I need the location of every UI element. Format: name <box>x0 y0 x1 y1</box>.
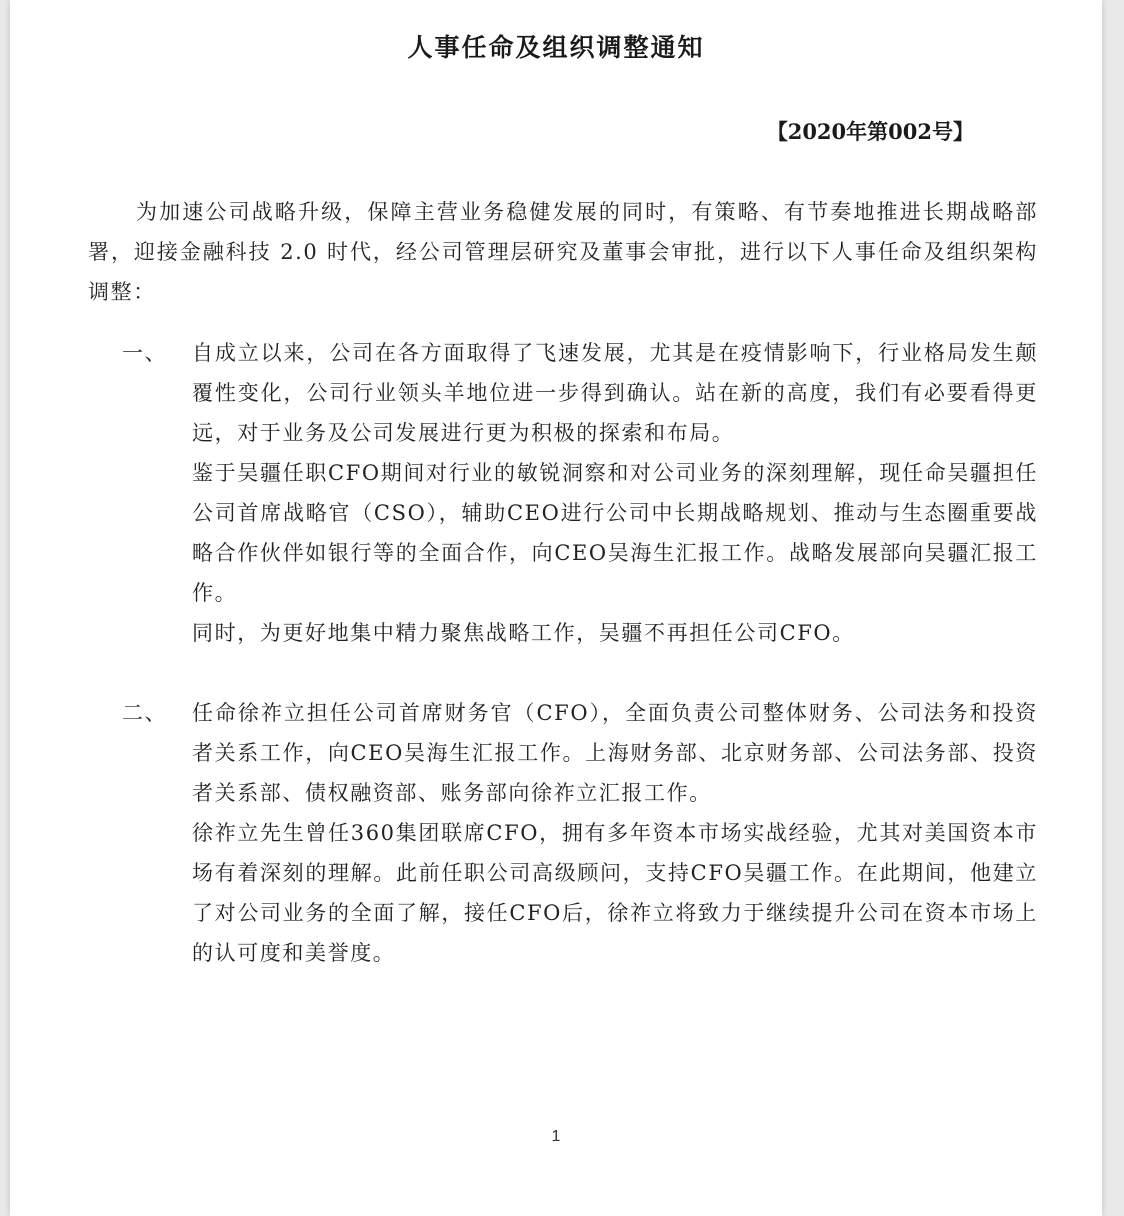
document-number: 【2020年第002号】 <box>766 119 974 144</box>
section-two-marker: 二、 <box>122 701 168 725</box>
section-one-paragraph: 自成立以来，公司在各方面取得了飞速发展，尤其是在疫情影响下，行业格局发生颠覆性变化，公司行业领头羊地位进一步得到确认。站在新的高度，我们有必要看得更远，对于业务及公司发展进行更为积极的探索和布局。 <box>192 341 1038 445</box>
section-one-marker: 一、 <box>122 341 168 365</box>
document-page <box>10 0 1102 1216</box>
section-two-paragraph: 徐祚立先生曾任360集团联席CFO，拥有多年资本市场实战经验，尤其对美国资本市场有着深刻的理解。此前任职公司高级顾问，支持CFO吴疆工作。在此期间，他建立了对公司业务的全面了解，接任CFO后，徐祚立将致力于继续提升公司在资本市场上的认可度和美誉度。 <box>192 821 1038 965</box>
page-number: 1 <box>551 1128 561 1145</box>
intro-paragraph: 为加速公司战略升级，保障主营业务稳健发展的同时，有策略、有节奏地推进长期战略部署，迎接金融科技 2.0 时代，经公司管理层研究及董事会审批，进行以下人事任命及组织架构调整： <box>88 200 1038 304</box>
section-one-paragraph: 同时，为更好地集中精力聚焦战略工作，吴疆不再担任公司CFO。 <box>192 621 855 645</box>
document-title: 人事任命及组织调整通知 <box>407 33 705 62</box>
section-two-paragraph: 任命徐祚立担任公司首席财务官（CFO），全面负责公司整体财务、公司法务和投资者关系工作，向CEO吴海生汇报工作。上海财务部、北京财务部、公司法务部、投资者关系部、债权融资部、账务部向徐祚立汇报工作。 <box>192 701 1038 805</box>
section-two-body <box>192 693 1038 973</box>
section-one-body <box>192 333 1038 653</box>
section-one-paragraph: 鉴于吴疆任职CFO期间对行业的敏锐洞察和对公司业务的深刻理解，现任命吴疆担任公司首席战略官（CSO），辅助CEO进行公司中长期战略规划、推动与生态圈重要战略合作伙伴如银行等的全面合作，向CEO吴海生汇报工作。战略发展部向吴疆汇报工作。 <box>192 461 1038 605</box>
